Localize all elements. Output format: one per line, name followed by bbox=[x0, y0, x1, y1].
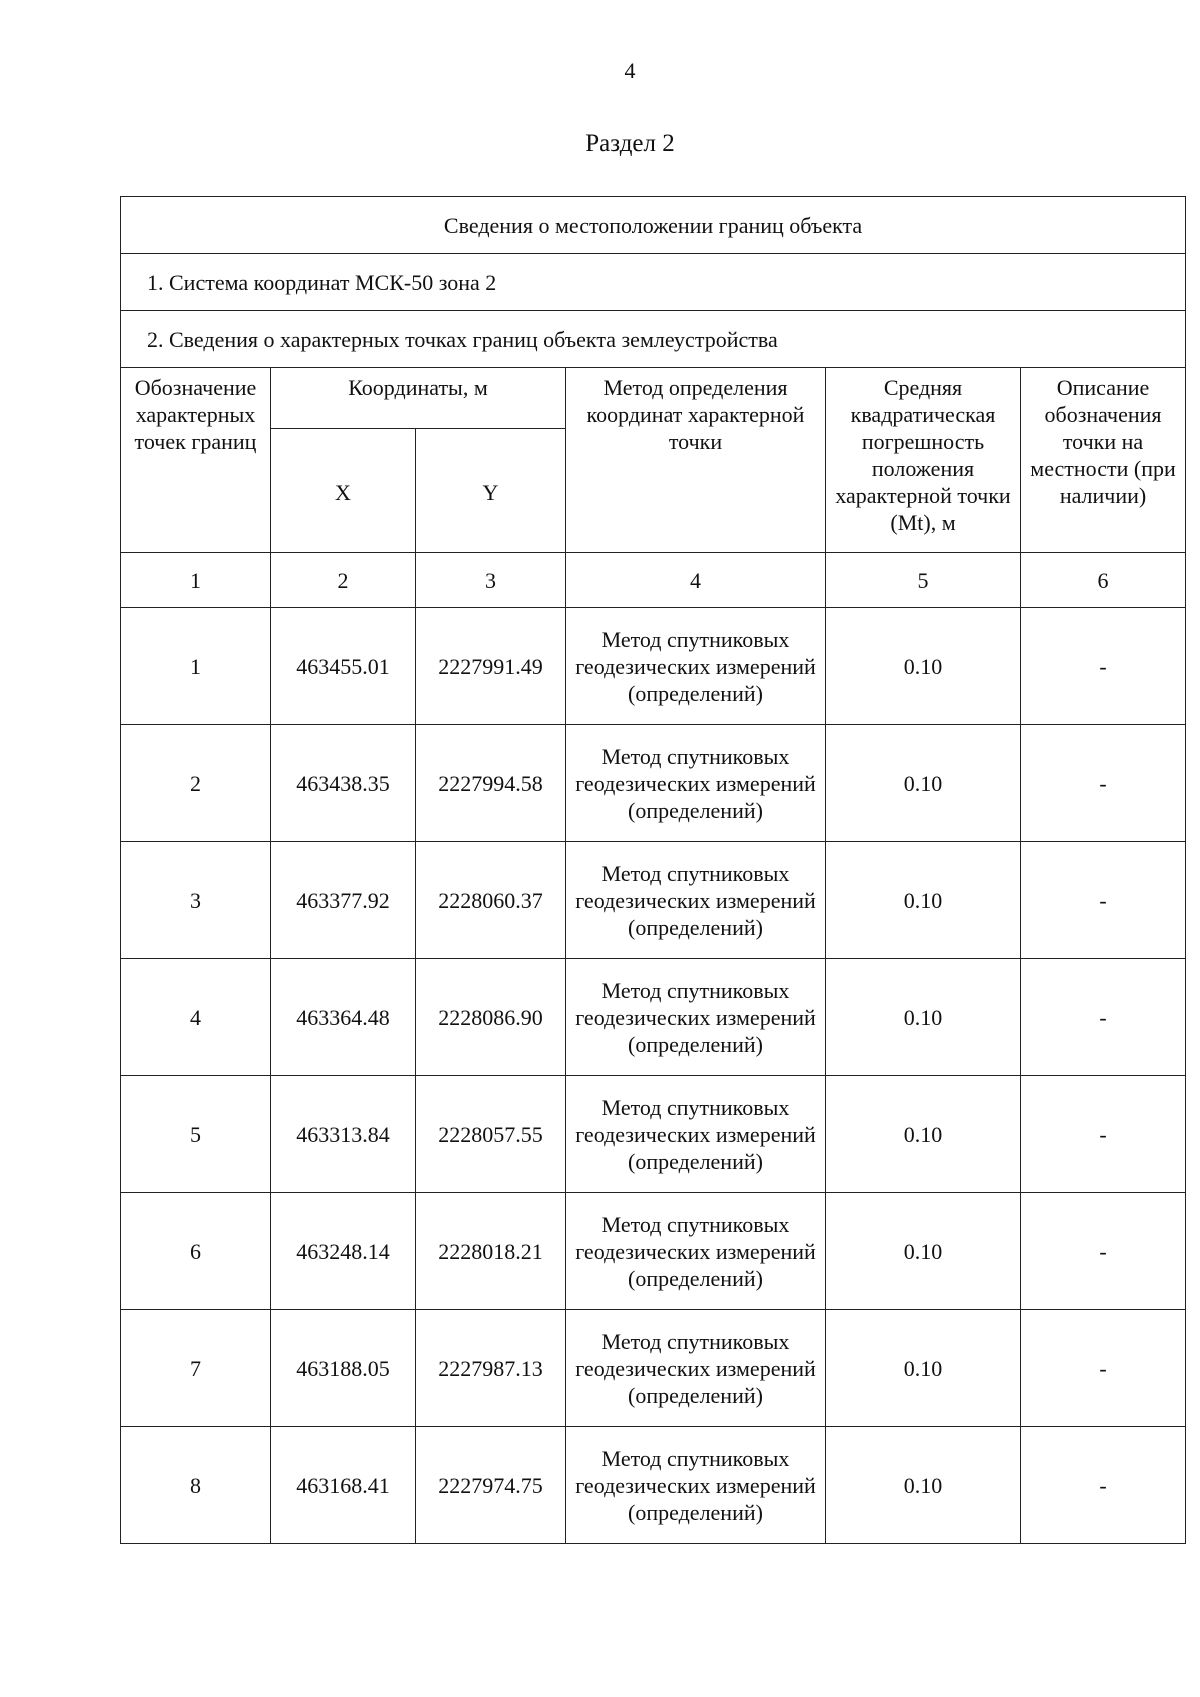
header-coordinates: Координаты, м bbox=[271, 368, 566, 429]
method: Метод спутниковых геодезических измерений (определений) bbox=[566, 725, 826, 842]
point-id: 5 bbox=[121, 1076, 271, 1193]
coord-y: 2228018.21 bbox=[416, 1193, 566, 1310]
point-id: 4 bbox=[121, 959, 271, 1076]
method: Метод спутниковых геодезических измерений (определений) bbox=[566, 1076, 826, 1193]
column-number: 6 bbox=[1021, 553, 1186, 608]
point-id: 7 bbox=[121, 1310, 271, 1427]
header-x: X bbox=[271, 429, 416, 553]
table-row bbox=[121, 842, 1186, 959]
method: Метод спутниковых геодезических измерений (определений) bbox=[566, 1310, 826, 1427]
point-description: - bbox=[1021, 1076, 1186, 1193]
accuracy-mt: 0.10 bbox=[826, 1427, 1021, 1544]
header-description: Описание обозначения точки на местности (при наличии) bbox=[1021, 368, 1186, 553]
point-id: 2 bbox=[121, 725, 271, 842]
column-number: 2 bbox=[271, 553, 416, 608]
method: Метод спутниковых геодезических измерений (определений) bbox=[566, 959, 826, 1076]
point-id: 1 bbox=[121, 608, 271, 725]
section-title: Раздел 2 bbox=[585, 130, 675, 157]
column-number: 1 bbox=[121, 553, 271, 608]
accuracy-mt: 0.10 bbox=[826, 959, 1021, 1076]
table-row bbox=[121, 1193, 1186, 1310]
coord-y: 2228086.90 bbox=[416, 959, 566, 1076]
column-numbers-row bbox=[121, 553, 1186, 608]
point-description: - bbox=[1021, 1193, 1186, 1310]
accuracy-mt: 0.10 bbox=[826, 725, 1021, 842]
accuracy-mt: 0.10 bbox=[826, 842, 1021, 959]
header-accuracy: Средняя квадратическая погрешность положения характерной точки (Mt), м bbox=[826, 368, 1021, 553]
accuracy-mt: 0.10 bbox=[826, 1310, 1021, 1427]
point-description: - bbox=[1021, 1310, 1186, 1427]
accuracy-mt: 0.10 bbox=[826, 1076, 1021, 1193]
points-caption: 2. Сведения о характерных точках границ объекта землеустройства bbox=[121, 311, 1186, 368]
boundary-points-table bbox=[120, 196, 1186, 1544]
header-point-designation: Обозначение характерных точек границ bbox=[121, 368, 271, 553]
column-number: 4 bbox=[566, 553, 826, 608]
point-id: 8 bbox=[121, 1427, 271, 1544]
coord-x: 463438.35 bbox=[271, 725, 416, 842]
coord-x: 463188.05 bbox=[271, 1310, 416, 1427]
coord-x: 463364.48 bbox=[271, 959, 416, 1076]
point-description: - bbox=[1021, 1427, 1186, 1544]
table-row bbox=[121, 1310, 1186, 1427]
table-banner: Сведения о местоположении границ объекта bbox=[121, 197, 1186, 254]
table-row bbox=[121, 608, 1186, 725]
header-y: Y bbox=[416, 429, 566, 553]
coordinate-system: 1. Система координат МСК-50 зона 2 bbox=[121, 254, 1186, 311]
table-row bbox=[121, 725, 1186, 842]
point-description: - bbox=[1021, 959, 1186, 1076]
table-row bbox=[121, 1427, 1186, 1544]
method: Метод спутниковых геодезических измерений (определений) bbox=[566, 1427, 826, 1544]
coord-y: 2228057.55 bbox=[416, 1076, 566, 1193]
page-number: 4 bbox=[624, 58, 636, 83]
table-row bbox=[121, 1076, 1186, 1193]
accuracy-mt: 0.10 bbox=[826, 608, 1021, 725]
coord-y: 2227987.13 bbox=[416, 1310, 566, 1427]
table-row bbox=[121, 959, 1186, 1076]
coord-x: 463168.41 bbox=[271, 1427, 416, 1544]
coord-x: 463377.92 bbox=[271, 842, 416, 959]
method: Метод спутниковых геодезических измерений (определений) bbox=[566, 842, 826, 959]
point-id: 3 bbox=[121, 842, 271, 959]
coord-x: 463248.14 bbox=[271, 1193, 416, 1310]
accuracy-mt: 0.10 bbox=[826, 1193, 1021, 1310]
coord-x: 463455.01 bbox=[271, 608, 416, 725]
coord-x: 463313.84 bbox=[271, 1076, 416, 1193]
point-id: 6 bbox=[121, 1193, 271, 1310]
method: Метод спутниковых геодезических измерений (определений) bbox=[566, 1193, 826, 1310]
point-description: - bbox=[1021, 842, 1186, 959]
coord-y: 2227994.58 bbox=[416, 725, 566, 842]
method: Метод спутниковых геодезических измерений (определений) bbox=[566, 608, 826, 725]
column-number: 5 bbox=[826, 553, 1021, 608]
point-description: - bbox=[1021, 725, 1186, 842]
coord-y: 2228060.37 bbox=[416, 842, 566, 959]
header-method: Метод определения координат характерной точки bbox=[566, 368, 826, 553]
column-number: 3 bbox=[416, 553, 566, 608]
coord-y: 2227974.75 bbox=[416, 1427, 566, 1544]
coord-y: 2227991.49 bbox=[416, 608, 566, 725]
point-description: - bbox=[1021, 608, 1186, 725]
